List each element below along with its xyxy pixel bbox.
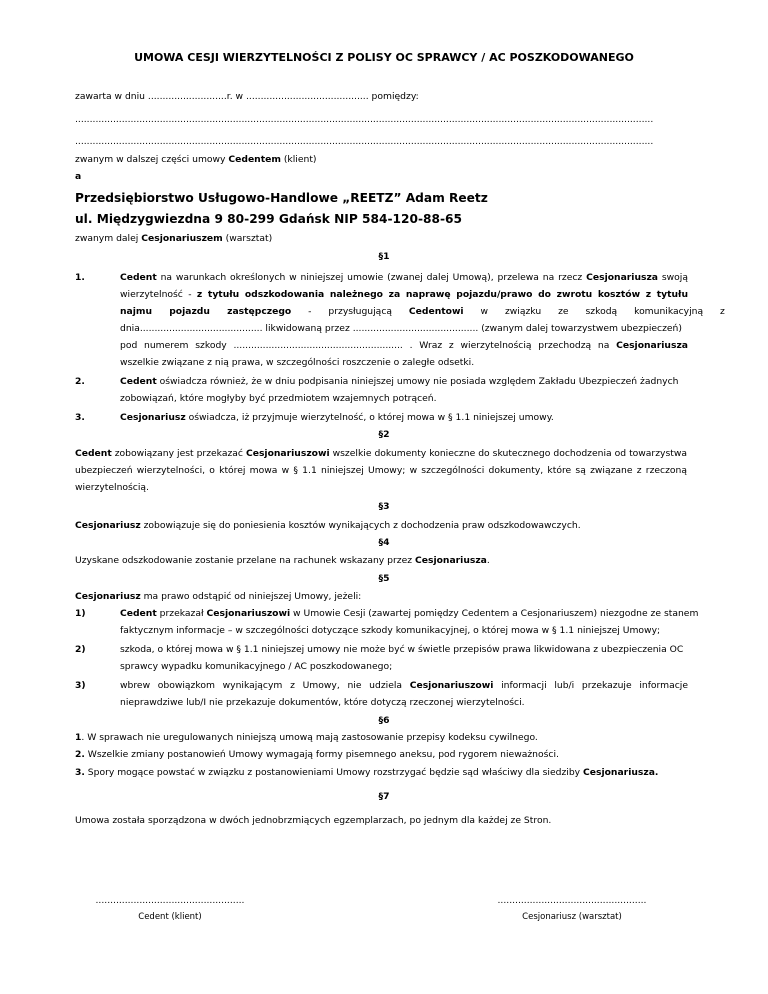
section-2-heading: §2 bbox=[378, 429, 390, 440]
s1-item-3-number: 3. bbox=[75, 412, 85, 423]
s1-item-1-line-6: wszelkie związane z nią prawa, w szczególności roszczenie o zaległe odsetki. bbox=[120, 357, 475, 368]
s5-item-1-number: 1) bbox=[75, 608, 86, 619]
and-conjunction: a bbox=[75, 171, 82, 182]
s2-line-1: Cedent zobowiązany jest przekazać Cesjonariuszowi wszelkie dokumenty konieczne do skutecznego dochodzenia od towarzystwa bbox=[75, 448, 688, 459]
party-blank-line-2: ...................................................................................................................................................................................................... bbox=[75, 136, 654, 147]
s1-item-1-line-2: wierzytelność - z tytułu odszkodowania należnego za naprawę pojazdu/prawo do zwrotu kosztów z tytułu bbox=[120, 289, 688, 300]
cesjonariusz-definition: zwanym dalej Cesjonariuszem (warsztat) bbox=[75, 233, 273, 244]
section-6-heading: §6 bbox=[378, 715, 390, 726]
section-1-heading: §1 bbox=[378, 251, 390, 262]
s5-item-3-line-1: wbrew obowiązkom wynikającym z Umowy, nie udziela Cesjonariuszowi informacji lub/i przekazuje informacje bbox=[120, 680, 688, 691]
s1-item-1-line-1: Cedent na warunkach określonych w niniejszej umowie (zwanej dalej Umową), przelewa na rzecz Cesjonariusza swoją bbox=[120, 272, 688, 283]
s1-item-2-line-2: zobowiązań, które mogłyby być przedmiotem wzajemnych potrąceń. bbox=[120, 393, 437, 404]
party-blank-line-1: ...................................................................................................................................................................................................... bbox=[75, 114, 654, 125]
company-address: ul. Międzygwiezdna 9 80-299 Gdańsk NIP 584-120-88-65 bbox=[75, 212, 462, 226]
s5-item-2-number: 2) bbox=[75, 644, 86, 655]
s5-item-1-line-2: faktycznym informacje – w szczególności dotyczące szkody komunikacyjnej, o której mowa w § 1.1 niniejszej Umowy; bbox=[120, 625, 661, 636]
s1-item-2-line-1: Cedent oświadcza również, że w dniu podpisania niniejszej umowy nie posiada względem Zakładu Ubezpieczeń żadnych bbox=[120, 376, 679, 387]
cesjonariusz-signature-label: Cesjonariusz (warsztat) bbox=[522, 912, 622, 922]
cedent-signature-line: ................................................... bbox=[95, 895, 245, 906]
s5-item-3-number: 3) bbox=[75, 680, 86, 691]
s1-item-1-line-4: dnia.......................................... likwidowaną przez ........................................... (zwanym dalej towarzystwem ubezpieczeń) bbox=[120, 323, 682, 334]
section-3-heading: §3 bbox=[378, 501, 390, 512]
s6-point-3: 3. Spory mogące powstać w związku z postanowieniami Umowy rozstrzygać będzie sąd właściwy dla siedziby Cesjonariusza. bbox=[75, 767, 659, 778]
section-7-heading: §7 bbox=[378, 791, 390, 802]
cedent-definition: zwanym w dalszej części umowy Cedentem (klient) bbox=[75, 154, 317, 165]
s1-item-1-line-5: pod numerem szkody .......................................................... . Wraz z wierzytelnością przechodzą na Cesjonariusza bbox=[120, 340, 688, 351]
contract-date-place-line: zawarta w dniu ...........................r. w .......................................... pomiędzy: bbox=[75, 91, 419, 102]
s1-item-2-number: 2. bbox=[75, 376, 85, 387]
s6-point-2: 2. Wszelkie zmiany postanowień Umowy wymagają formy pisemnego aneksu, pod rygorem nieważności. bbox=[75, 749, 559, 760]
s1-item-1-line-3: najmu pojazdu zastępczego - przysługującą Cedentowi w związku ze szkodą komunikacyjną z bbox=[120, 306, 725, 317]
document-title: UMOWA CESJI WIERZYTELNOŚCI Z POLISY OC SPRAWCY / AC POSZKODOWANEGO bbox=[134, 51, 634, 64]
s5-item-1-line-1: Cedent przekazał Cesjonariuszowi w Umowie Cesji (zawartej pomiędzy Cedentem a Cesjonariuszem) niezgodne ze stanem bbox=[120, 608, 699, 619]
s6-point-1: 1. W sprawach nie uregulowanych niniejszą umową mają zastosowanie przepisy kodeksu cywilnego. bbox=[75, 732, 538, 743]
section-5-heading: §5 bbox=[378, 573, 390, 584]
s5-intro: Cesjonariusz ma prawo odstąpić od niniejszej Umowy, jeżeli: bbox=[75, 591, 362, 602]
s5-item-2-line-2: sprawcy wypadku komunikacyjnego / AC poszkodowanego; bbox=[120, 661, 393, 672]
s2-line-3: wierzytelnością. bbox=[75, 482, 149, 493]
s1-item-3-text: Cesjonariusz oświadcza, iż przyjmuje wierzytelność, o której mowa w § 1.1 niniejszej umowy. bbox=[120, 412, 554, 423]
s3-text: Cesjonariusz zobowiązuje się do poniesienia kosztów wynikających z dochodzenia praw odszkodowawczych. bbox=[75, 520, 581, 531]
s5-item-3-line-2: nieprawdziwe lub/I nie przekazuje dokumentów, które dotyczą rzeczonej wierzytelności. bbox=[120, 697, 525, 708]
s7-text: Umowa została sporządzona w dwóch jednobrzmiących egzemplarzach, po jednym dla każdej ze Stron. bbox=[75, 815, 552, 826]
section-4-heading: §4 bbox=[378, 537, 390, 548]
s2-line-2: ubezpieczeń wierzytelności, o której mowa w § 1.1 niniejszej Umowy; w szczególności dokumenty, które są związane z rzeczoną bbox=[75, 465, 687, 476]
cesjonariusz-signature-line: ................................................... bbox=[497, 895, 647, 906]
s5-item-2-line-1: szkoda, o której mowa w § 1.1 niniejszej umowy nie może być w świetle przepisów prawa likwidowana z ubezpieczenia OC bbox=[120, 644, 684, 655]
company-name: Przedsiębiorstwo Usługowo-Handlowe „REETZ” Adam Reetz bbox=[75, 191, 488, 205]
s4-text: Uzyskane odszkodowanie zostanie przelane na rachunek wskazany przez Cesjonariusza. bbox=[75, 555, 490, 566]
s1-item-1-number: 1. bbox=[75, 272, 85, 283]
cedent-signature-label: Cedent (klient) bbox=[138, 912, 202, 922]
